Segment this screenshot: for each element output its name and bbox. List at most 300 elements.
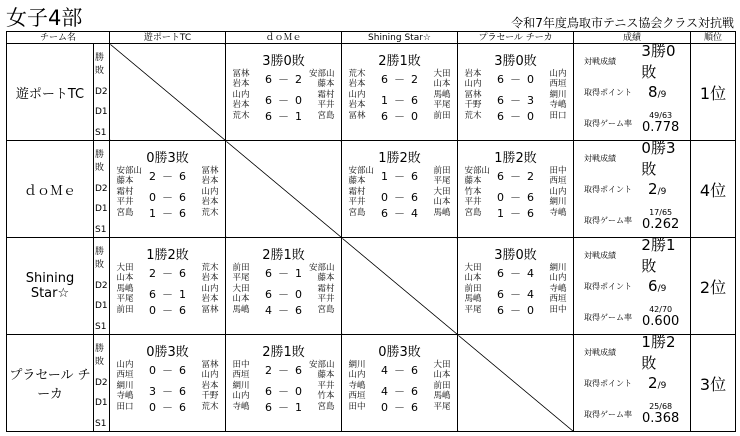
row-label: D2 [95, 86, 108, 97]
score-left: 0 [381, 190, 389, 204]
score-right: 0 [527, 110, 535, 123]
match [226, 306, 341, 316]
right-player: 大田 [433, 69, 451, 79]
match [110, 188, 225, 207]
match [458, 306, 573, 316]
self-match-cell [458, 335, 574, 432]
score-right: 0 [295, 384, 303, 398]
left-player: 田口 [116, 402, 134, 412]
match [110, 167, 225, 186]
right-player: 霜村 [317, 284, 335, 294]
score-dash: － [162, 207, 174, 220]
score-dash: － [278, 401, 290, 414]
score-dash: － [278, 93, 290, 107]
match [342, 91, 457, 110]
right-player: 藤本 [317, 78, 335, 89]
right-player: 安部山 [309, 360, 335, 370]
left-player: 山本 [232, 293, 250, 304]
score-right: 4 [527, 287, 535, 301]
match-cell [458, 141, 574, 238]
self-match-cell [110, 44, 226, 141]
right-player: 平尾 [433, 175, 451, 186]
right-player: 網川 [549, 263, 567, 273]
match [110, 264, 225, 283]
score-left: 3 [149, 384, 157, 398]
score-left: 2 [149, 169, 157, 183]
left-player: 山内 [232, 90, 250, 100]
row-label: S1 [95, 127, 107, 138]
left-player: 藤本 [348, 175, 366, 186]
score-left: 4 [381, 384, 389, 398]
match-record: 1勝2敗 [494, 151, 537, 166]
points-total: /9 [657, 284, 667, 294]
left-player: 冨林 [232, 69, 250, 79]
score-left: 2 [265, 363, 273, 377]
team-row [7, 238, 736, 335]
match-cell [342, 141, 458, 238]
left-player: 岩本 [232, 78, 250, 89]
right-player: 前田 [433, 381, 451, 391]
record-label: 対戦成績 [584, 347, 617, 357]
match [458, 264, 573, 283]
right-player: 荒木 [201, 263, 219, 273]
match [226, 70, 341, 89]
match-cell [110, 238, 226, 335]
left-player: 岩本 [464, 69, 482, 79]
right-player: 山内 [549, 272, 567, 283]
score-left: 6 [497, 266, 505, 280]
match [458, 167, 573, 186]
score-left: 6 [265, 266, 273, 280]
score-dash: － [278, 110, 290, 123]
match-record: 2勝1敗 [262, 345, 305, 360]
right-player: 安部山 [309, 69, 335, 79]
team-game-ratio: 0.368 [642, 411, 680, 426]
left-player: 平尾 [464, 305, 482, 315]
left-player: 寺嶋 [116, 390, 134, 401]
left-player: 冨林 [348, 111, 366, 121]
score-right: 0 [527, 304, 535, 317]
header-result: 成績 [574, 32, 691, 44]
league-table [6, 31, 736, 432]
score-left: 6 [265, 110, 273, 123]
left-player: 田中 [232, 360, 250, 370]
match [110, 209, 225, 219]
left-player: 岩本 [348, 99, 366, 110]
score-left: 0 [149, 304, 157, 317]
left-player: 馬嶋 [464, 293, 482, 304]
row-labels [94, 238, 110, 335]
row-label: S1 [95, 224, 107, 235]
match [110, 306, 225, 316]
team-row [7, 44, 736, 141]
score-left: 0 [149, 363, 157, 377]
score-dash: － [162, 304, 174, 317]
row-labels [94, 44, 110, 141]
score-left: 6 [497, 72, 505, 86]
page-subtitle: 令和7年度鳥取市テニス協会クラス対抗戦 [511, 16, 734, 30]
team-record: 3勝0敗 [641, 42, 676, 81]
right-player: 平井 [317, 99, 335, 110]
right-player: 山内 [549, 187, 567, 197]
score-right: 6 [179, 190, 187, 204]
right-player: 安部山 [309, 263, 335, 273]
left-player: 荒木 [464, 111, 482, 121]
right-player: 田口 [549, 111, 567, 121]
left-player: 網川 [116, 381, 134, 391]
team-name: プラセール チーカ [7, 335, 94, 432]
games-label: 取得ゲーム率 [584, 118, 633, 128]
right-player: 網川 [549, 90, 567, 100]
match [110, 403, 225, 413]
left-player: 山内 [464, 78, 482, 89]
team-name: ｄｏＭｅ [7, 141, 94, 238]
row-label: D1 [95, 398, 108, 409]
left-player: 安部山 [116, 166, 143, 176]
right-player: 寺嶋 [549, 208, 567, 218]
left-player: 安部山 [348, 166, 375, 176]
match [226, 361, 341, 380]
score-dash: － [162, 363, 174, 377]
match-cell [342, 335, 458, 432]
header-col-2: ｄｏＭｅ [226, 32, 342, 44]
points-label: 取得ポイント [584, 378, 633, 388]
team-row [7, 335, 736, 432]
score-dash: － [394, 190, 406, 204]
score-left: 0 [149, 401, 157, 414]
right-player: 宮島 [317, 402, 335, 412]
score-right: 1 [295, 401, 303, 414]
left-player: 宮島 [348, 208, 366, 218]
left-player: 山内 [348, 369, 366, 380]
row-labels [94, 335, 110, 432]
right-player: 山内 [549, 69, 567, 79]
score-dash: － [394, 72, 406, 86]
score-left: 6 [265, 287, 273, 301]
row-label: 勝敗 [95, 150, 105, 173]
left-player: 前田 [116, 305, 134, 315]
right-player: 西垣 [549, 78, 567, 89]
left-player: 平尾 [116, 293, 134, 304]
score-right: 4 [527, 266, 535, 280]
right-player: 西垣 [549, 293, 567, 304]
right-player: 竹本 [317, 390, 335, 401]
self-match-cell [226, 141, 342, 238]
left-player: 前田 [464, 284, 482, 294]
team-points: 6 [648, 277, 658, 295]
score-right: 6 [527, 190, 535, 204]
left-player: 山内 [232, 390, 250, 401]
score-right: 6 [411, 93, 419, 107]
match [342, 361, 457, 380]
right-player: 藤本 [317, 272, 335, 283]
left-player: 平井 [348, 196, 366, 207]
result-cell [574, 238, 691, 335]
right-player: 西垣 [549, 175, 567, 186]
score-right: 0 [295, 287, 303, 301]
match-record: 2勝1敗 [378, 54, 421, 69]
score-right: 0 [295, 93, 303, 107]
team-record: 1勝2敗 [641, 333, 676, 372]
team-games: 25/68 [649, 402, 673, 411]
right-player: 霜村 [317, 90, 335, 100]
left-player: 馬嶋 [232, 305, 250, 315]
match [458, 70, 573, 89]
right-player: 岩本 [201, 381, 219, 391]
team-game-ratio: 0.778 [642, 120, 680, 135]
score-dash: － [278, 72, 290, 86]
right-player: 山内 [201, 187, 219, 197]
games-label: 取得ゲーム率 [584, 312, 633, 322]
header-team: チーム名 [7, 32, 110, 44]
right-player: 前田 [433, 111, 451, 121]
result-cell [574, 335, 691, 432]
left-player: 平井 [116, 196, 134, 207]
result-cell [574, 141, 691, 238]
score-left: 6 [265, 93, 273, 107]
match [342, 70, 457, 89]
match-record: 3勝0敗 [262, 54, 305, 69]
row-label: S1 [95, 418, 107, 429]
row-label: 勝敗 [95, 344, 105, 367]
right-player: 岩本 [201, 175, 219, 186]
left-player: 宮島 [116, 208, 134, 218]
right-player: 大田 [433, 187, 451, 197]
right-player: 冨林 [201, 305, 219, 315]
right-player: 平尾 [433, 402, 451, 412]
match-record: 0勝3敗 [378, 345, 421, 360]
score-right: 2 [527, 169, 535, 183]
match-record: 0勝3敗 [146, 345, 189, 360]
left-player: 平尾 [232, 272, 250, 283]
score-left: 0 [497, 190, 505, 204]
left-player: 山本 [116, 272, 134, 283]
score-right: 6 [411, 190, 419, 204]
score-dash: － [510, 190, 522, 204]
score-right: 6 [411, 401, 419, 414]
score-dash: － [162, 169, 174, 183]
right-player: 冨林 [201, 360, 219, 370]
right-player: 寺嶋 [549, 284, 567, 294]
match-record: 2勝1敗 [262, 248, 305, 263]
team-record: 0勝3敗 [641, 139, 676, 178]
match-record: 0勝3敗 [146, 151, 189, 166]
score-left: 4 [381, 363, 389, 377]
left-player: 山内 [348, 90, 366, 100]
left-player: 大田 [232, 284, 250, 294]
left-player: 田中 [348, 402, 366, 412]
score-left: 6 [497, 287, 505, 301]
row-label: D1 [95, 204, 108, 215]
left-player: 山内 [116, 360, 134, 370]
left-player: 岩本 [348, 78, 366, 89]
score-dash: － [510, 93, 522, 107]
row-label: D1 [95, 301, 108, 312]
score-right: 6 [411, 169, 419, 183]
score-right: 6 [179, 384, 187, 398]
team-record: 2勝1敗 [641, 236, 676, 275]
row-label: S1 [95, 321, 107, 332]
left-player: 霜村 [348, 187, 366, 197]
match [226, 264, 341, 283]
score-dash: － [394, 363, 406, 377]
right-player: 平井 [317, 381, 335, 391]
match [458, 188, 573, 207]
row-label: D1 [95, 107, 108, 118]
right-player: 馬嶋 [433, 90, 451, 100]
match [110, 361, 225, 380]
right-player: 冨林 [201, 166, 219, 176]
left-player: 宮島 [464, 208, 482, 218]
team-rank: 3位 [691, 335, 736, 432]
match [458, 209, 573, 219]
score-left: 1 [381, 93, 389, 107]
score-left: 6 [497, 169, 505, 183]
left-player: 前田 [232, 263, 250, 273]
score-right: 4 [411, 207, 419, 220]
left-player: 西垣 [348, 390, 366, 401]
match-record: 3勝0敗 [494, 54, 537, 69]
match [342, 112, 457, 122]
score-dash: － [510, 287, 522, 301]
score-right: 2 [411, 72, 419, 86]
left-player: 馬嶋 [116, 284, 134, 294]
score-dash: － [510, 207, 522, 220]
left-player: 千野 [464, 99, 482, 110]
score-dash: － [278, 363, 290, 377]
left-player: 冨林 [464, 90, 482, 100]
team-points: 2 [648, 374, 658, 392]
team-rank: 2位 [691, 238, 736, 335]
right-player: 山内 [201, 369, 219, 380]
match-record: 1勝2敗 [378, 151, 421, 166]
match-cell [342, 44, 458, 141]
points-total: /9 [657, 381, 667, 391]
match [226, 285, 341, 304]
match [110, 285, 225, 304]
score-right: 6 [295, 363, 303, 377]
match-record: 1勝2敗 [146, 248, 189, 263]
right-player: 宮島 [317, 305, 335, 315]
score-left: 6 [381, 207, 389, 220]
row-label: D2 [95, 280, 108, 291]
match [458, 285, 573, 304]
match [226, 112, 341, 122]
team-rank: 1位 [691, 44, 736, 141]
right-player: 平井 [317, 293, 335, 304]
score-dash: － [394, 207, 406, 220]
match-record: 3勝0敗 [494, 248, 537, 263]
row-label: 勝敗 [95, 53, 105, 76]
score-right: 6 [411, 384, 419, 398]
right-player: 寺嶋 [549, 99, 567, 110]
match-cell [458, 44, 574, 141]
match [342, 209, 457, 219]
right-player: 山内 [201, 284, 219, 294]
score-dash: － [394, 384, 406, 398]
header-col-3: Shining Star☆ [342, 32, 458, 44]
score-left: 6 [381, 72, 389, 86]
score-dash: － [394, 93, 406, 107]
score-left: 6 [381, 110, 389, 123]
team-games: 17/65 [649, 208, 673, 217]
games-label: 取得ゲーム率 [584, 409, 633, 419]
right-player: 宮島 [317, 111, 335, 121]
team-game-ratio: 0.600 [642, 314, 680, 329]
right-player: 荒木 [201, 208, 219, 218]
left-player: 西垣 [232, 369, 250, 380]
score-left: 6 [265, 401, 273, 414]
left-player: 網川 [348, 360, 366, 370]
score-dash: － [510, 110, 522, 123]
match [458, 112, 573, 122]
right-player: 藤本 [317, 369, 335, 380]
score-dash: － [162, 287, 174, 301]
score-right: 3 [527, 93, 535, 107]
score-left: 6 [265, 384, 273, 398]
score-right: 0 [527, 72, 535, 86]
score-dash: － [394, 401, 406, 414]
points-total: /9 [657, 187, 667, 197]
right-player: 平尾 [433, 99, 451, 110]
score-right: 6 [411, 363, 419, 377]
score-dash: － [278, 384, 290, 398]
score-dash: － [162, 266, 174, 280]
score-left: 0 [381, 401, 389, 414]
left-player: 寺嶋 [232, 402, 250, 412]
page-title: 女子4部 [6, 6, 83, 30]
left-player: 網川 [232, 381, 250, 391]
team-games: 42/70 [649, 305, 673, 314]
right-player: 網川 [549, 196, 567, 207]
left-player: 竹本 [464, 187, 482, 197]
score-left: 1 [381, 169, 389, 183]
left-player: 山本 [464, 272, 482, 283]
left-player: 西垣 [116, 369, 134, 380]
right-player: 山本 [433, 78, 451, 89]
match [458, 91, 573, 110]
score-right: 6 [527, 207, 535, 220]
score-right: 6 [179, 401, 187, 414]
match [110, 382, 225, 401]
team-points: 2 [648, 180, 658, 198]
row-label: 勝敗 [95, 247, 105, 270]
score-dash: － [278, 266, 290, 280]
score-right: 6 [179, 304, 187, 317]
score-left: 1 [149, 207, 157, 220]
match-cell [226, 335, 342, 432]
points-label: 取得ポイント [584, 87, 633, 97]
header-col-4: プラセール チーカ [458, 32, 574, 44]
score-left: 6 [497, 110, 505, 123]
self-match-cell [342, 238, 458, 335]
left-player: 安部山 [464, 166, 491, 176]
score-right: 6 [179, 169, 187, 183]
score-right: 1 [179, 287, 187, 301]
score-left: 6 [265, 72, 273, 86]
score-left: 0 [149, 190, 157, 204]
score-dash: － [278, 287, 290, 301]
score-dash: － [510, 304, 522, 317]
left-player: 藤本 [464, 175, 482, 186]
team-name: Shining Star☆ [7, 238, 94, 335]
right-player: 岩本 [201, 293, 219, 304]
left-player: 荒木 [232, 111, 250, 121]
match-cell [110, 335, 226, 432]
team-row [7, 141, 736, 238]
left-player: 寺嶋 [348, 381, 366, 391]
team-game-ratio: 0.262 [642, 217, 680, 232]
